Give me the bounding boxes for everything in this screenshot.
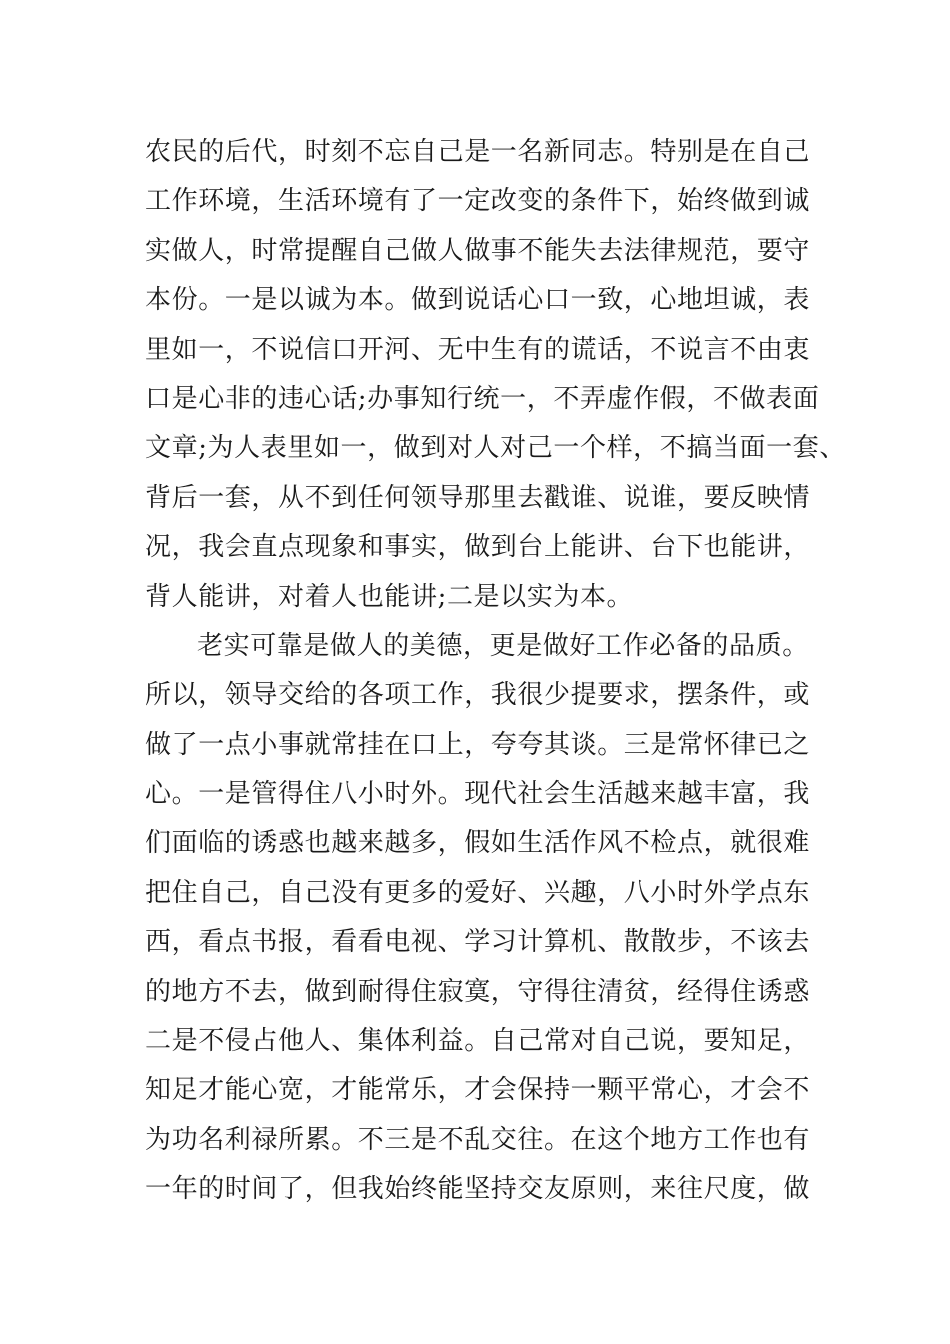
paragraph-start-line: 老实可靠是做人的美德，更是做好工作必备的品质。 [197, 630, 809, 661]
text-line: 心。一是管得住八小时外。现代社会生活越来越丰富，我 [145, 779, 811, 810]
text-line: 背后一套，从不到任何领导那里去戳谁、说谁，要反映情 [145, 482, 811, 513]
text-line: 文章;为人表里如一，做到对人对己一个样，不搞当面一套、 [145, 433, 846, 464]
text-line: 二是不侵占他人、集体利益。自己常对自己说，要知足， [145, 1026, 811, 1057]
text-line: 们面临的诱惑也越来越多，假如生活作风不检点，就很难 [145, 828, 811, 859]
text-line: 农民的后代，时刻不忘自己是一名新同志。特别是在自己 [145, 137, 811, 167]
text-line: 的地方不去，做到耐得住寂寞，守得往清贫，经得住诱惑 [145, 976, 811, 1007]
text-line: 实做人，时常提醒自己做人做事不能失去法律规范，要守 [145, 235, 811, 266]
text-line: 本份。一是以诚为本。做到说话心口一致，心地坦诚，表 [145, 285, 811, 316]
text-line: 为功名利禄所累。不三是不乱交往。在这个地方工作也有 [145, 1124, 811, 1155]
text-line: 口是心非的违心话;办事知行统一，不弄虚作假，不做表面 [145, 383, 820, 414]
text-line: 工作环境，生活环境有了一定改变的条件下，始终做到诚 [145, 186, 811, 217]
text-line: 西，看点书报，看看电视、学习计算机、散散步，不该去 [145, 927, 811, 958]
text-line: 背人能讲，对着人也能讲;二是以实为本。 [145, 581, 634, 612]
text-line: 况，我会直点现象和事实，做到台上能讲、台下也能讲， [145, 532, 811, 563]
text-line: 做了一点小事就常挂在口上，夸夸其谈。三是常怀律已之 [145, 729, 811, 760]
text-line: 一年的时间了，但我始终能坚持交友原则，来往尺度，做 [145, 1174, 811, 1205]
text-line: 里如一，不说信口开河、无中生有的谎话，不说言不由衷 [145, 334, 811, 365]
body-text [145, 128, 845, 1215]
text-line: 所以，领导交给的各项工作，我很少提要求，摆条件，或 [145, 680, 811, 711]
text-line: 把住自己，自己没有更多的爱好、兴趣，八小时外学点东 [145, 877, 811, 908]
text-line: 知足才能心宽，才能常乐，才会保持一颗平常心，才会不 [145, 1075, 811, 1106]
